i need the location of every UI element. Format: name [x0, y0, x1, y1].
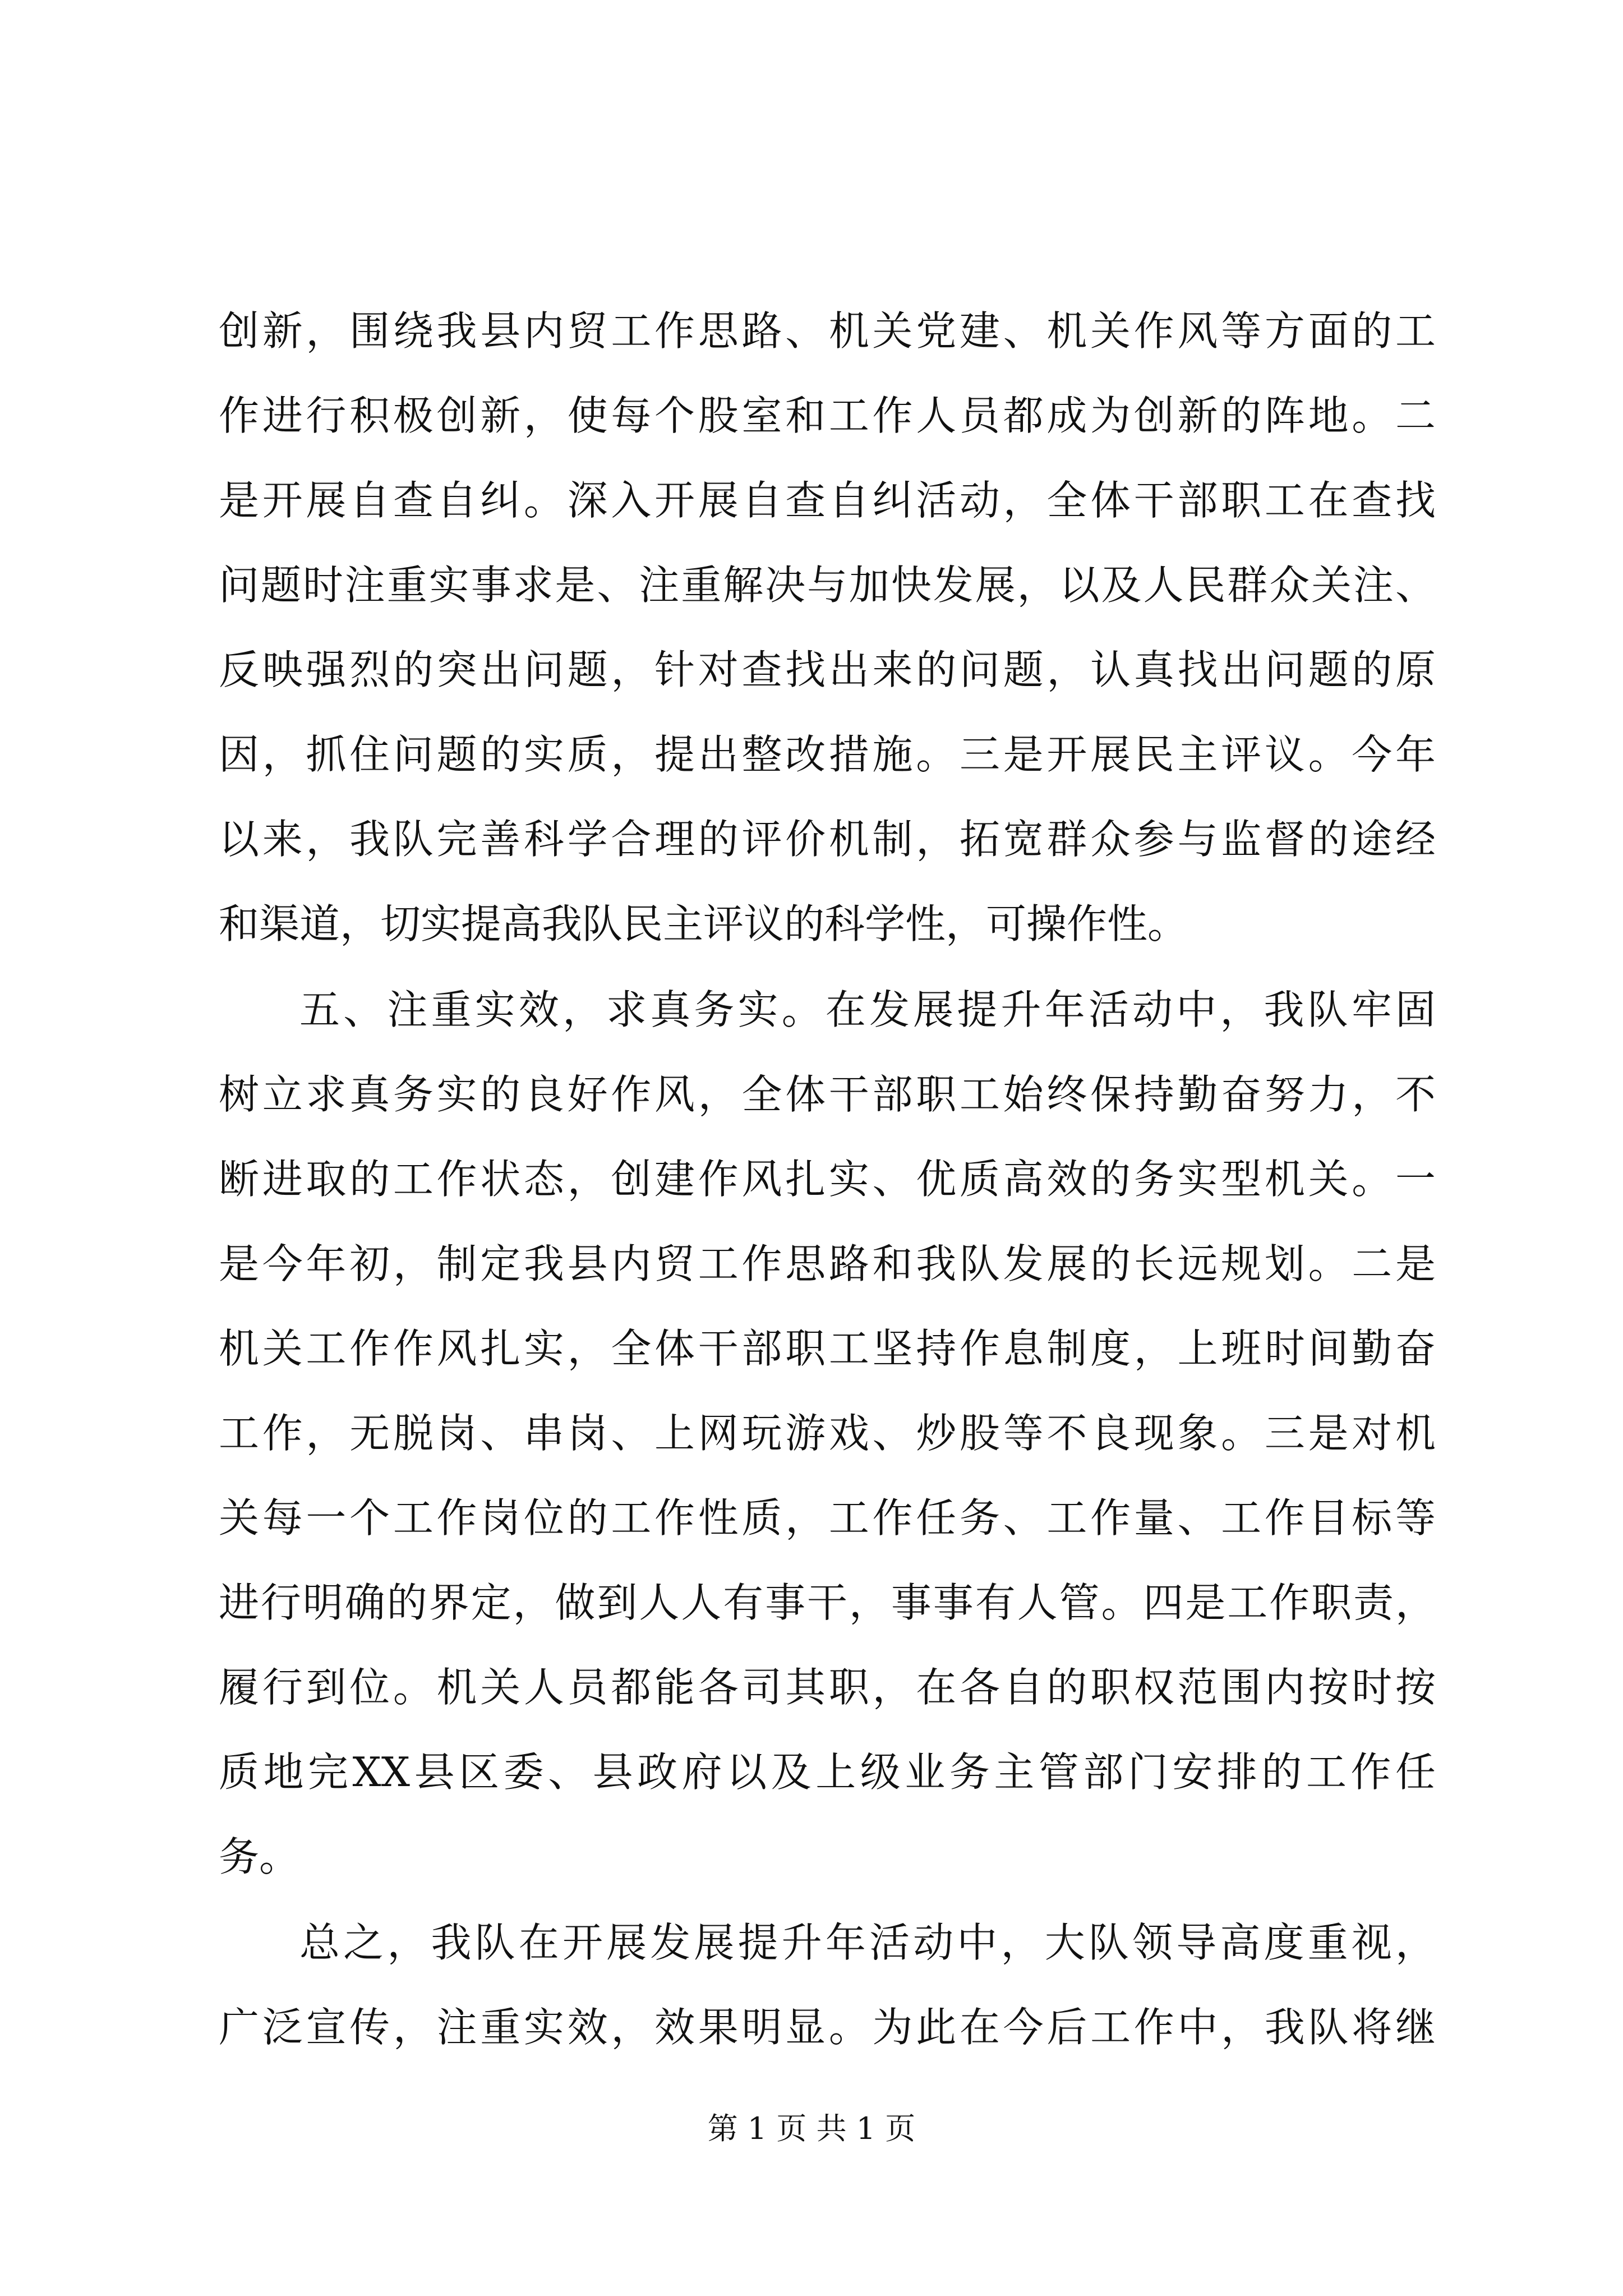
text-line: 问题时注重实事求是、注重解决与加快发展，以及人民群众关注、: [219, 562, 1436, 609]
text-line: 树立求真务实的良好作风，全体干部职工始终保持勤奋努力，不: [219, 1071, 1436, 1118]
text-line: 作进行积极创新，使每个股室和工作人员都成为创新的阵地。二: [219, 392, 1436, 439]
paragraph-start-line: 五、注重实效，求真务实。在发展提升年活动中，我队牢固: [299, 986, 1436, 1033]
text-line: 因，抓住问题的实质，提出整改措施。三是开展民主评议。今年: [219, 731, 1436, 778]
text-line: 创新，围绕我县内贸工作思路、机关党建、机关作风等方面的工: [219, 307, 1436, 355]
text-line: 机关工作作风扎实，全体干部职工坚持作息制度，上班时间勤奋: [219, 1325, 1436, 1372]
text-line: 反映强烈的突出问题，针对查找出来的问题，认真找出问题的原: [219, 646, 1436, 693]
text-line: 质地完XX县区委、县政府以及上级业务主管部门安排的工作任: [219, 1749, 1436, 1796]
text-line: 务。: [219, 1833, 300, 1880]
text-line: 履行到位。机关人员都能各司其职，在各自的职权范围内按时按: [219, 1664, 1436, 1711]
text-line: 断进取的工作状态，创建作风扎实、优质高效的务实型机关。一: [219, 1156, 1436, 1203]
text-line: 工作，无脱岗、串岗、上网玩游戏、炒股等不良现象。三是对机: [219, 1410, 1436, 1457]
text-line: 广泛宣传，注重实效，效果明显。为此在今后工作中，我队将继: [219, 2004, 1436, 2051]
text-line: 和渠道，切实提高我队民主评议的科学性，可操作性。: [219, 900, 1188, 947]
paragraph-start-line: 总之，我队在开展发展提升年活动中，大队领导高度重视，: [299, 1919, 1436, 1966]
text-line: 进行明确的界定，做到人人有事干，事事有人管。四是工作职责，: [219, 1579, 1436, 1626]
text-line: 以来，我队完善科学合理的评价机制，拓宽群众参与监督的途经: [219, 816, 1436, 863]
page-number-footer: 第 1 页 共 1 页: [707, 2111, 916, 2146]
text-line: 是今年初，制定我县内贸工作思路和我队发展的长远规划。二是: [219, 1240, 1436, 1287]
text-line: 是开展自查自纠。深入开展自查自纠活动，全体干部职工在查找: [219, 477, 1436, 524]
text-line: 关每一个工作岗位的工作性质，工作任务、工作量、工作目标等: [219, 1494, 1436, 1542]
